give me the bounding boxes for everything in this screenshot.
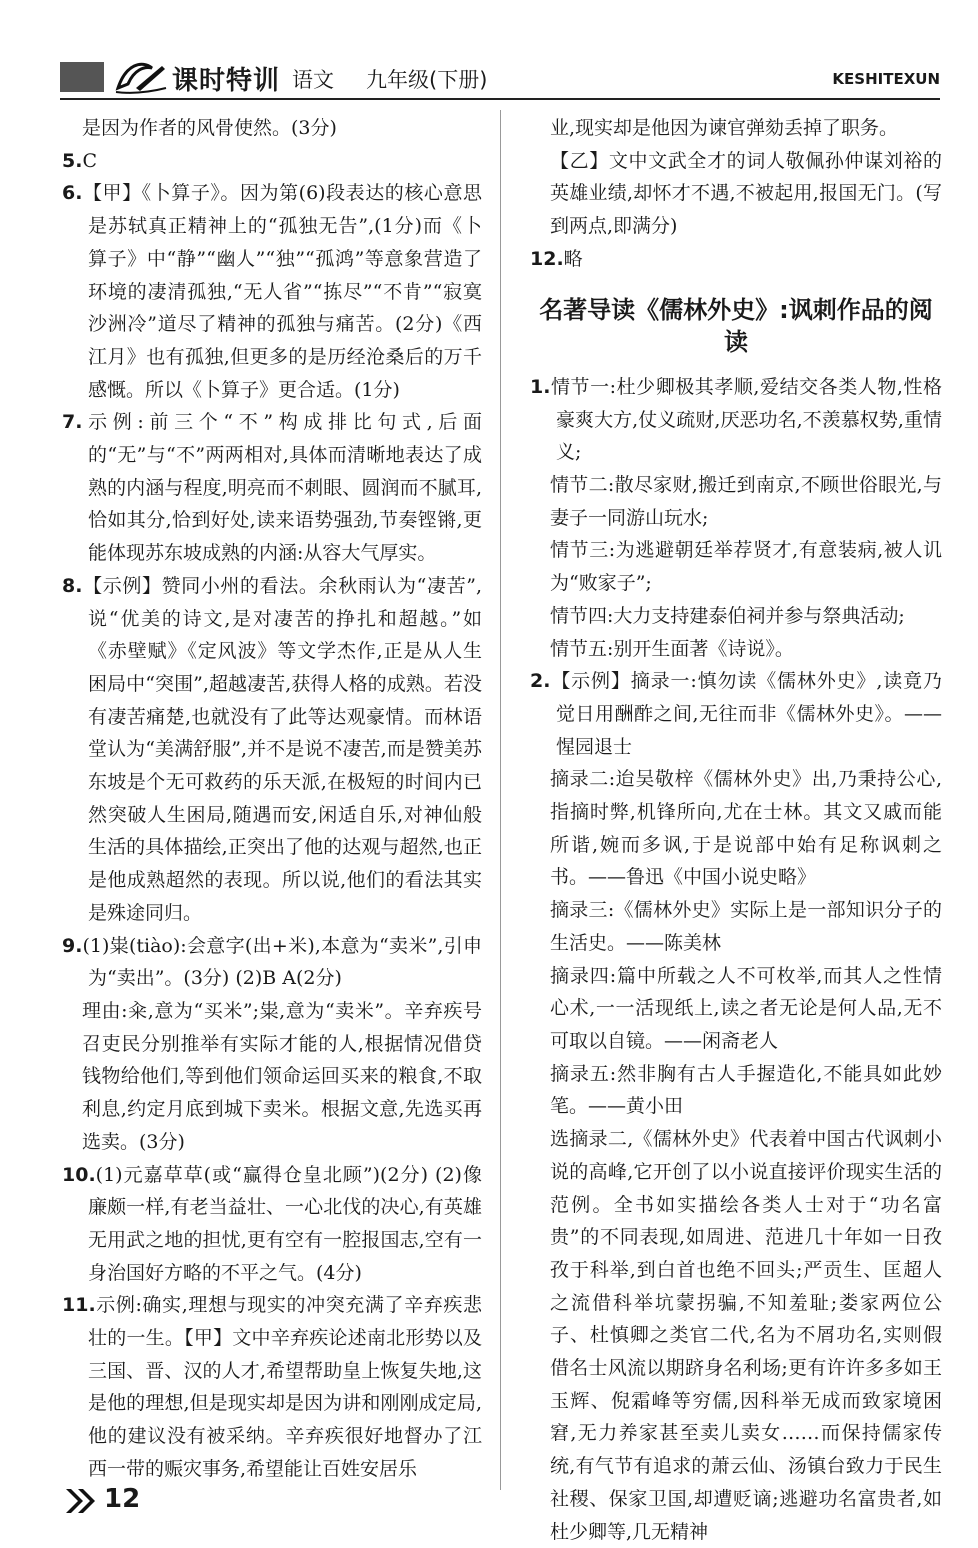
page-number: 12 [104,1484,141,1514]
header-logo-block [60,62,104,92]
answer-item: 选摘录二,《儒林外史》代表着中国古代讽刺小说的高峰,它开创了以小说直接评价现实生活的范例。全书如实描绘各类人士对于“功名富贵”的不同表现,如周进、范进几十年如一日孜孜于科举,到白首也绝不回头;严贡生、匡超人之流借科举坑蒙拐骗,不知羞耻;娄家两位公子、杜慎卿之类官二代,名为不屑功名,实则假借名士风流以期跻身名利场;更有许许多多如王玉辉、倪霜峰等穷儒,因科举无成而致家境困窘,无力养家甚至卖儿卖女……而保持儒家传统,有气节有追求的萧云仙、汤镇台致力于民生社稷、保家卫国,却遭贬谪;逃避功名富贵者,如杜少卿等,几无精神 [550,1128,942,1543]
answer-item: 摘录二:迨吴敬梓《儒林外史》出,乃秉持公心,指摘时弊,机锋所向,尤在士林。其文又戚而能所谐,婉而多讽,于是说部中始有足称讽刺之书。——鲁迅《中国小说史略》 [550,768,942,889]
answer-item: 9.(1)粜(tiào):会意字(出+米),本意为“卖米”,引申为“卖出”。(3分) (2)B A(2分) [62,934,482,990]
page-header [60,56,940,102]
answer-item: 【乙】文中文武全才的词人敬佩孙仲谋刘裕的英雄业绩,却怀才不遇,不被起用,报国无门。(写到两点,即满分) [550,149,942,238]
right-column [530,112,942,1548]
answer-item: 理由:籴,意为“买米”;粜,意为“卖米”。辛弃疾号召吏民分别推举有实际才能的人,根据情况借贷钱物给他们,等到他们领命运回买来的粮食,不取利息,约定月底到城下卖米。根据文意,先选买再选卖。(3分) [82,999,482,1153]
answer-item: 情节三:为逃避朝廷举荐贤才,有意装病,被人讥为“败家子”; [550,539,942,595]
answer-item: 6.【甲】《卜算子》。因为第(6)段表达的核心意思是苏轼真正精神上的“孤独无告”,(1分)而《卜算子》中“静”“幽人”“独”“孤鸿”等意象营造了环境的凄清孤独,“无人省”“拣尽”“不肯”“寂寞沙洲冷”道尽了精神的孤独与痛苦。(2分)《西江月》也有孤独,但更多的是历经沧桑后的万千感慨。所以《卜算子》更合适。(1分) [62,182,482,401]
header-rule [60,98,940,100]
series-label: KESHITEXUN [832,70,940,88]
answer-item: 7.示例:前三个“不”构成排比句式,后面的“无”与“不”两两相对,具体而清晰地表达了成熟的内涵与程度,明亮而不刺眼、圆润而不腻耳,恰如其分,恰到好处,读来语势强劲,节奏铿锵,更能体现苏东坡成熟的内涵:从容大气厚实。 [62,411,482,565]
answer-item: 摘录五:然非胸有古人手握造化,不能具如此妙笔。——黄小田 [550,1062,942,1118]
answer-item: 5.C [62,149,97,172]
answer-item: 情节二:散尽家财,搬迁到南京,不顾世俗眼光,与妻子一同游山玩水; [550,474,942,529]
column-divider [500,110,501,1490]
pen-swoosh-icon [112,58,168,96]
section-title: 名著导读《儒林外史》:讽刺作品的阅读 [539,295,933,357]
answer-item: 10.(1)元嘉草草(或“赢得仓皇北顾”)(2分) (2)像廉颇一样,有老当益壮、一心北伐的决心,有英雄无用武之地的担忧,更有空有一腔报国志,空有一身治国好方略的不平之气。(4分) [62,1163,482,1284]
answer-item: 2.【示例】摘录一:慎勿读《儒林外史》,读竟乃觉日用酬酢之间,无往而非《儒林外史》。——惺园退士 [530,670,942,758]
answer-item: 摘录三:《儒林外史》实际上是一部知识分子的生活史。——陈美林 [550,899,942,954]
answer-item: 8.【示例】赞同小州的看法。余秋雨认为“凄苦”,说“优美的诗文,是对凄苦的挣扎和超越。”如《赤壁赋》《定风波》等文学杰作,正是从人生困局中“突围”,超越凄苦,获得人格的成熟。若没有凄苦痛楚,也就没有了此等达观豪情。而林语堂认为“美满舒服”,并不是说不凄苦,而是赞美苏东坡是个无可救药的乐天派,在极短的时间内已然突破人生困局,随遇而安,闲适自乐,对神仙般生活的具体描绘,正突出了他的达观与超然,也正是他成熟超然的表现。所以说,他们的看法其实是殊途同归。 [62,574,482,924]
answer-item: 摘录四:篇中所载之人不可枚举,而其人之性情心术,一一活现纸上,读之者无论是何人品,无不可取以自镜。——闲斋老人 [550,964,942,1052]
answer-item: 情节四:大力支持建泰伯祠并参与祭典活动; [550,604,905,627]
answer-item: 情节五:别开生面著《诗说》。 [550,637,794,660]
answer-item: 11.示例:确实,理想与现实的冲突充满了辛弃疾悲壮的一生。【甲】文中辛弃疾论述南北形势以及三国、晋、汉的人才,希望帮助皇上恢复失地,这是他的理想,但是现实却是因为讲和刚刚成定局,他的建议没有被采纳。辛弃疾很好地督办了江西一带的赈灾事务,希望能让百姓安居乐 [62,1294,482,1480]
answer-item: 业,现实却是他因为谏官弹劾丢掉了职务。 [550,117,899,139]
double-chevron-right-icon [64,1486,98,1516]
brand-title: 课时特训 [172,66,281,96]
subject-label: 语文 [292,68,334,92]
answer-item: 12.略 [530,247,583,270]
grade-label: 九年级(下册) [366,68,488,92]
answer-item: 1.情节一:杜少卿极其孝顺,爱结交各类人物,性格豪爽大方,仗义疏财,厌恶功名,不羡慕权势,重情义; [530,375,942,464]
left-column [62,112,482,1486]
answer-item: 是因为作者的风骨使然。(3分) [82,117,337,139]
